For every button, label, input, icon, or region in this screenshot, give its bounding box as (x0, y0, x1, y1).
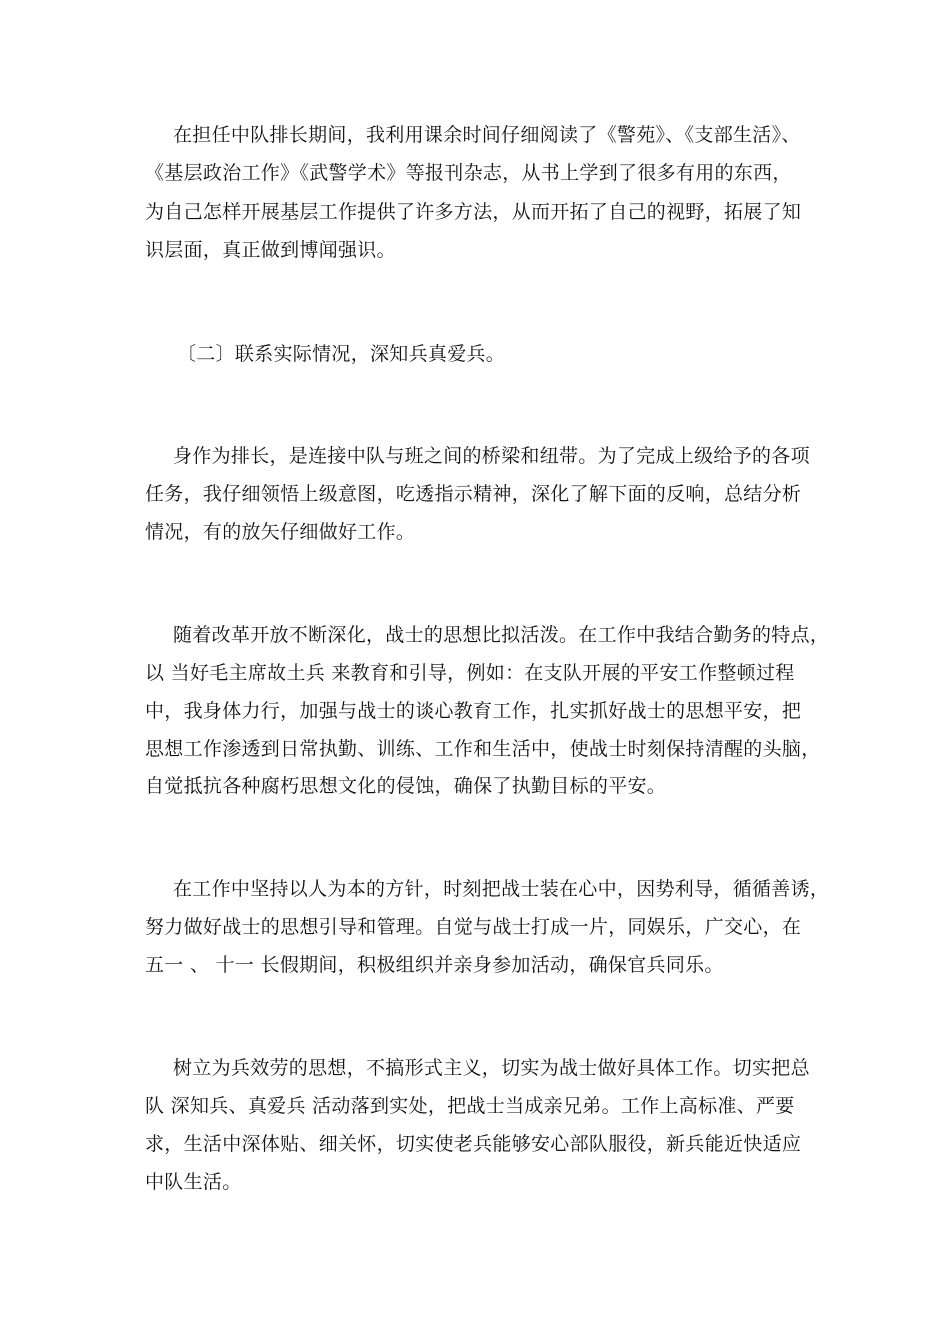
text-line: 思想工作渗透到日常执勤、训练、工作和生活中，使战士时刻保持清醒的头脑， (145, 738, 821, 760)
text-line: 树立为兵效劳的思想，不搞形式主义，切实为战士做好具体工作。切实把总 (173, 1057, 810, 1079)
text-line: 识层面，真正做到博闻强识。 (145, 239, 396, 261)
heading-text: 〔二〕联系实际情况，深知兵真爱兵。 (177, 343, 506, 365)
text-line: 任务，我仔细领悟上级意图，吃透指示精神，深化了解下面的反响，总结分析 (145, 483, 802, 505)
text-line: 身作为排长，是连接中队与班之间的桥梁和纽带。为了完成上级给予的各项 (173, 445, 810, 467)
text-line: 为自己怎样开展基层工作提供了许多方法，从而开拓了自己的视野，拓展了知 (145, 201, 802, 223)
text-line: 《基层政治工作》《武警学术》等报刊杂志，从书上学到了很多有用的东西， (145, 162, 792, 184)
text-line: 队 深知兵、真爱兵 活动落到实处，把战士当成亲兄弟。工作上高标准、严要 (145, 1095, 795, 1117)
text-line: 求，生活中深体贴、细关怀，切实使老兵能够安心部队服役，新兵能近快适应 (145, 1133, 802, 1155)
text-line: 中，我身体力行，加强与战士的谈心教育工作，扎实抓好战士的思想平安，把 (145, 700, 802, 722)
text-line: 随着改革开放不断深化，战士的思想比拟活泼。在工作中我结合勤务的特点， (173, 624, 830, 646)
text-line: 自觉抵抗各种腐朽思想文化的侵蚀，确保了执勤目标的平安。 (145, 775, 667, 797)
text-line: 努力做好战士的思想引导和管理。自觉与战士打成一片，同娱乐，广交心，在 (145, 916, 802, 938)
text-line: 在担任中队排长期间，我利用课余时间仔细阅读了《警苑》、《支部生活》、 (173, 124, 801, 146)
text-line: 在工作中坚持以人为本的方针，时刻把战士装在心中，因势利导，循循善诱， (173, 878, 830, 900)
text-line: 情况，有的放矢仔细做好工作。 (145, 521, 416, 543)
text-line: 以 当好毛主席故土兵 来教育和引导，例如：在支队开展的平安工作整顿过程 (145, 662, 795, 684)
text-line: 中队生活。 (145, 1171, 242, 1193)
text-line: 五一 、 十一 长假期间，积极组织并亲身参加活动，确保官兵同乐。 (145, 954, 724, 976)
